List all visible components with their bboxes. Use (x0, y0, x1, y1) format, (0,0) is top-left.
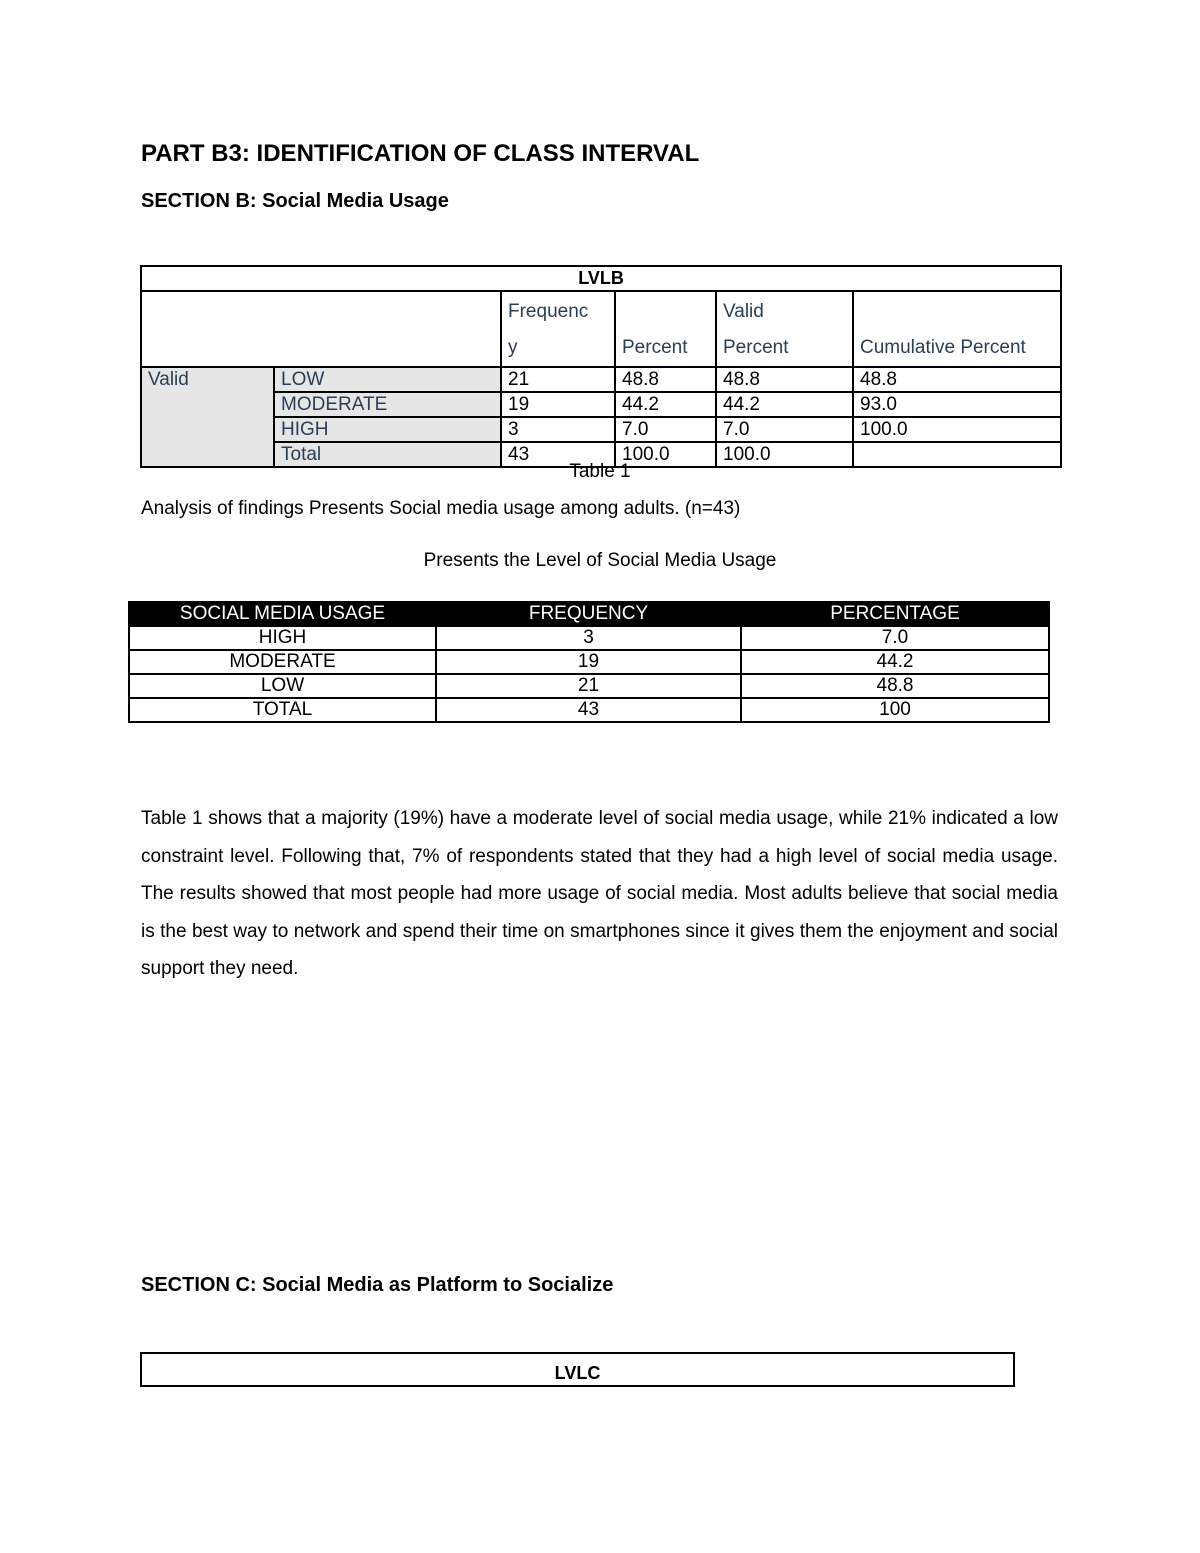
cell-valid-percent: 48.8 (716, 367, 853, 392)
cell-usage: HIGH (129, 626, 436, 650)
row-label: LOW (274, 367, 501, 392)
col-header-frequency-line2: y (508, 337, 518, 358)
col-header-frequency-line1: Frequenc (508, 301, 589, 322)
cell-frequency: 21 (501, 367, 615, 392)
cell-percent: 7.0 (615, 417, 716, 442)
lvlc-table-title: LVLC (140, 1352, 1015, 1387)
cell-frequency: 19 (501, 392, 615, 417)
table-corner-cell (141, 291, 501, 367)
table-row (141, 417, 1061, 442)
col-header-frequency (501, 291, 615, 367)
col-header-cumulative-percent-label: Cumulative Percent (860, 337, 1026, 358)
spss-frequency-table (140, 265, 1062, 468)
table-row (141, 367, 1061, 392)
table-row (129, 650, 1049, 674)
table-row (129, 698, 1049, 722)
table-row (141, 392, 1061, 417)
cell-usage: MODERATE (129, 650, 436, 674)
col-header-valid-percent-line2: Percent (723, 337, 789, 358)
col-header-valid-percent-line1: Valid (723, 301, 764, 322)
summary-header-percentage: PERCENTAGE (741, 602, 1049, 626)
cell-cumulative-percent: 100.0 (853, 417, 1061, 442)
cell-valid-percent: 44.2 (716, 392, 853, 417)
cell-percent: 48.8 (615, 367, 716, 392)
row-label: Total (274, 442, 501, 467)
cell-cumulative-percent: 48.8 (853, 367, 1061, 392)
col-header-valid-percent (716, 291, 853, 367)
table-row (129, 674, 1049, 698)
cell-cumulative-percent: 93.0 (853, 392, 1061, 417)
row-group-label: Valid (141, 367, 274, 467)
findings-paragraph: Table 1 shows that a majority (19%) have a moderate level of social media usage, while 21% indicated a low constraint level. Following that, 7% of respondents stated that they had a high level of social media usage. The results showed that most people had more usage of social media. Most adults believe that social media is the best way to network and spend their time on smartphones since it gives them the enjoyment and social support they need. (141, 808, 1058, 979)
cell-percentage: 48.8 (741, 674, 1049, 698)
summary-table-caption: Presents the Level of Social Media Usage (423, 550, 777, 571)
cell-frequency: 43 (501, 442, 615, 467)
table-1-caption: Table 1 (569, 461, 631, 482)
cell-percentage: 100 (741, 698, 1049, 722)
cell-percent: 44.2 (615, 392, 716, 417)
section-b-heading: SECTION B: Social Media Usage (141, 190, 449, 212)
table-title: LVLB (141, 266, 1061, 291)
cell-frequency: 3 (501, 417, 615, 442)
col-header-percent-label: Percent (622, 337, 688, 358)
cell-frequency: 21 (436, 674, 741, 698)
cell-usage: TOTAL (129, 698, 436, 722)
analysis-line: Analysis of findings Presents Social media usage among adults. (n=43) (141, 498, 741, 519)
table-row (129, 626, 1049, 650)
cell-valid-percent: 7.0 (716, 417, 853, 442)
row-label: MODERATE (274, 392, 501, 417)
cell-frequency: 43 (436, 698, 741, 722)
col-header-percent (615, 291, 716, 367)
cell-valid-percent: 100.0 (716, 442, 853, 467)
cell-frequency: 3 (436, 626, 741, 650)
cell-percent: 100.0 (615, 442, 716, 467)
cell-frequency: 19 (436, 650, 741, 674)
col-header-cumulative-percent (853, 291, 1061, 367)
cell-percentage: 44.2 (741, 650, 1049, 674)
row-label: HIGH (274, 417, 501, 442)
summary-table (128, 601, 1050, 723)
summary-header-usage: SOCIAL MEDIA USAGE (129, 602, 436, 626)
page-heading: PART B3: IDENTIFICATION OF CLASS INTERVAL (141, 140, 700, 167)
cell-percentage: 7.0 (741, 626, 1049, 650)
cell-usage: LOW (129, 674, 436, 698)
summary-header-frequency: FREQUENCY (436, 602, 741, 626)
section-c-heading: SECTION C: Social Media as Platform to Socialize (141, 1274, 614, 1296)
